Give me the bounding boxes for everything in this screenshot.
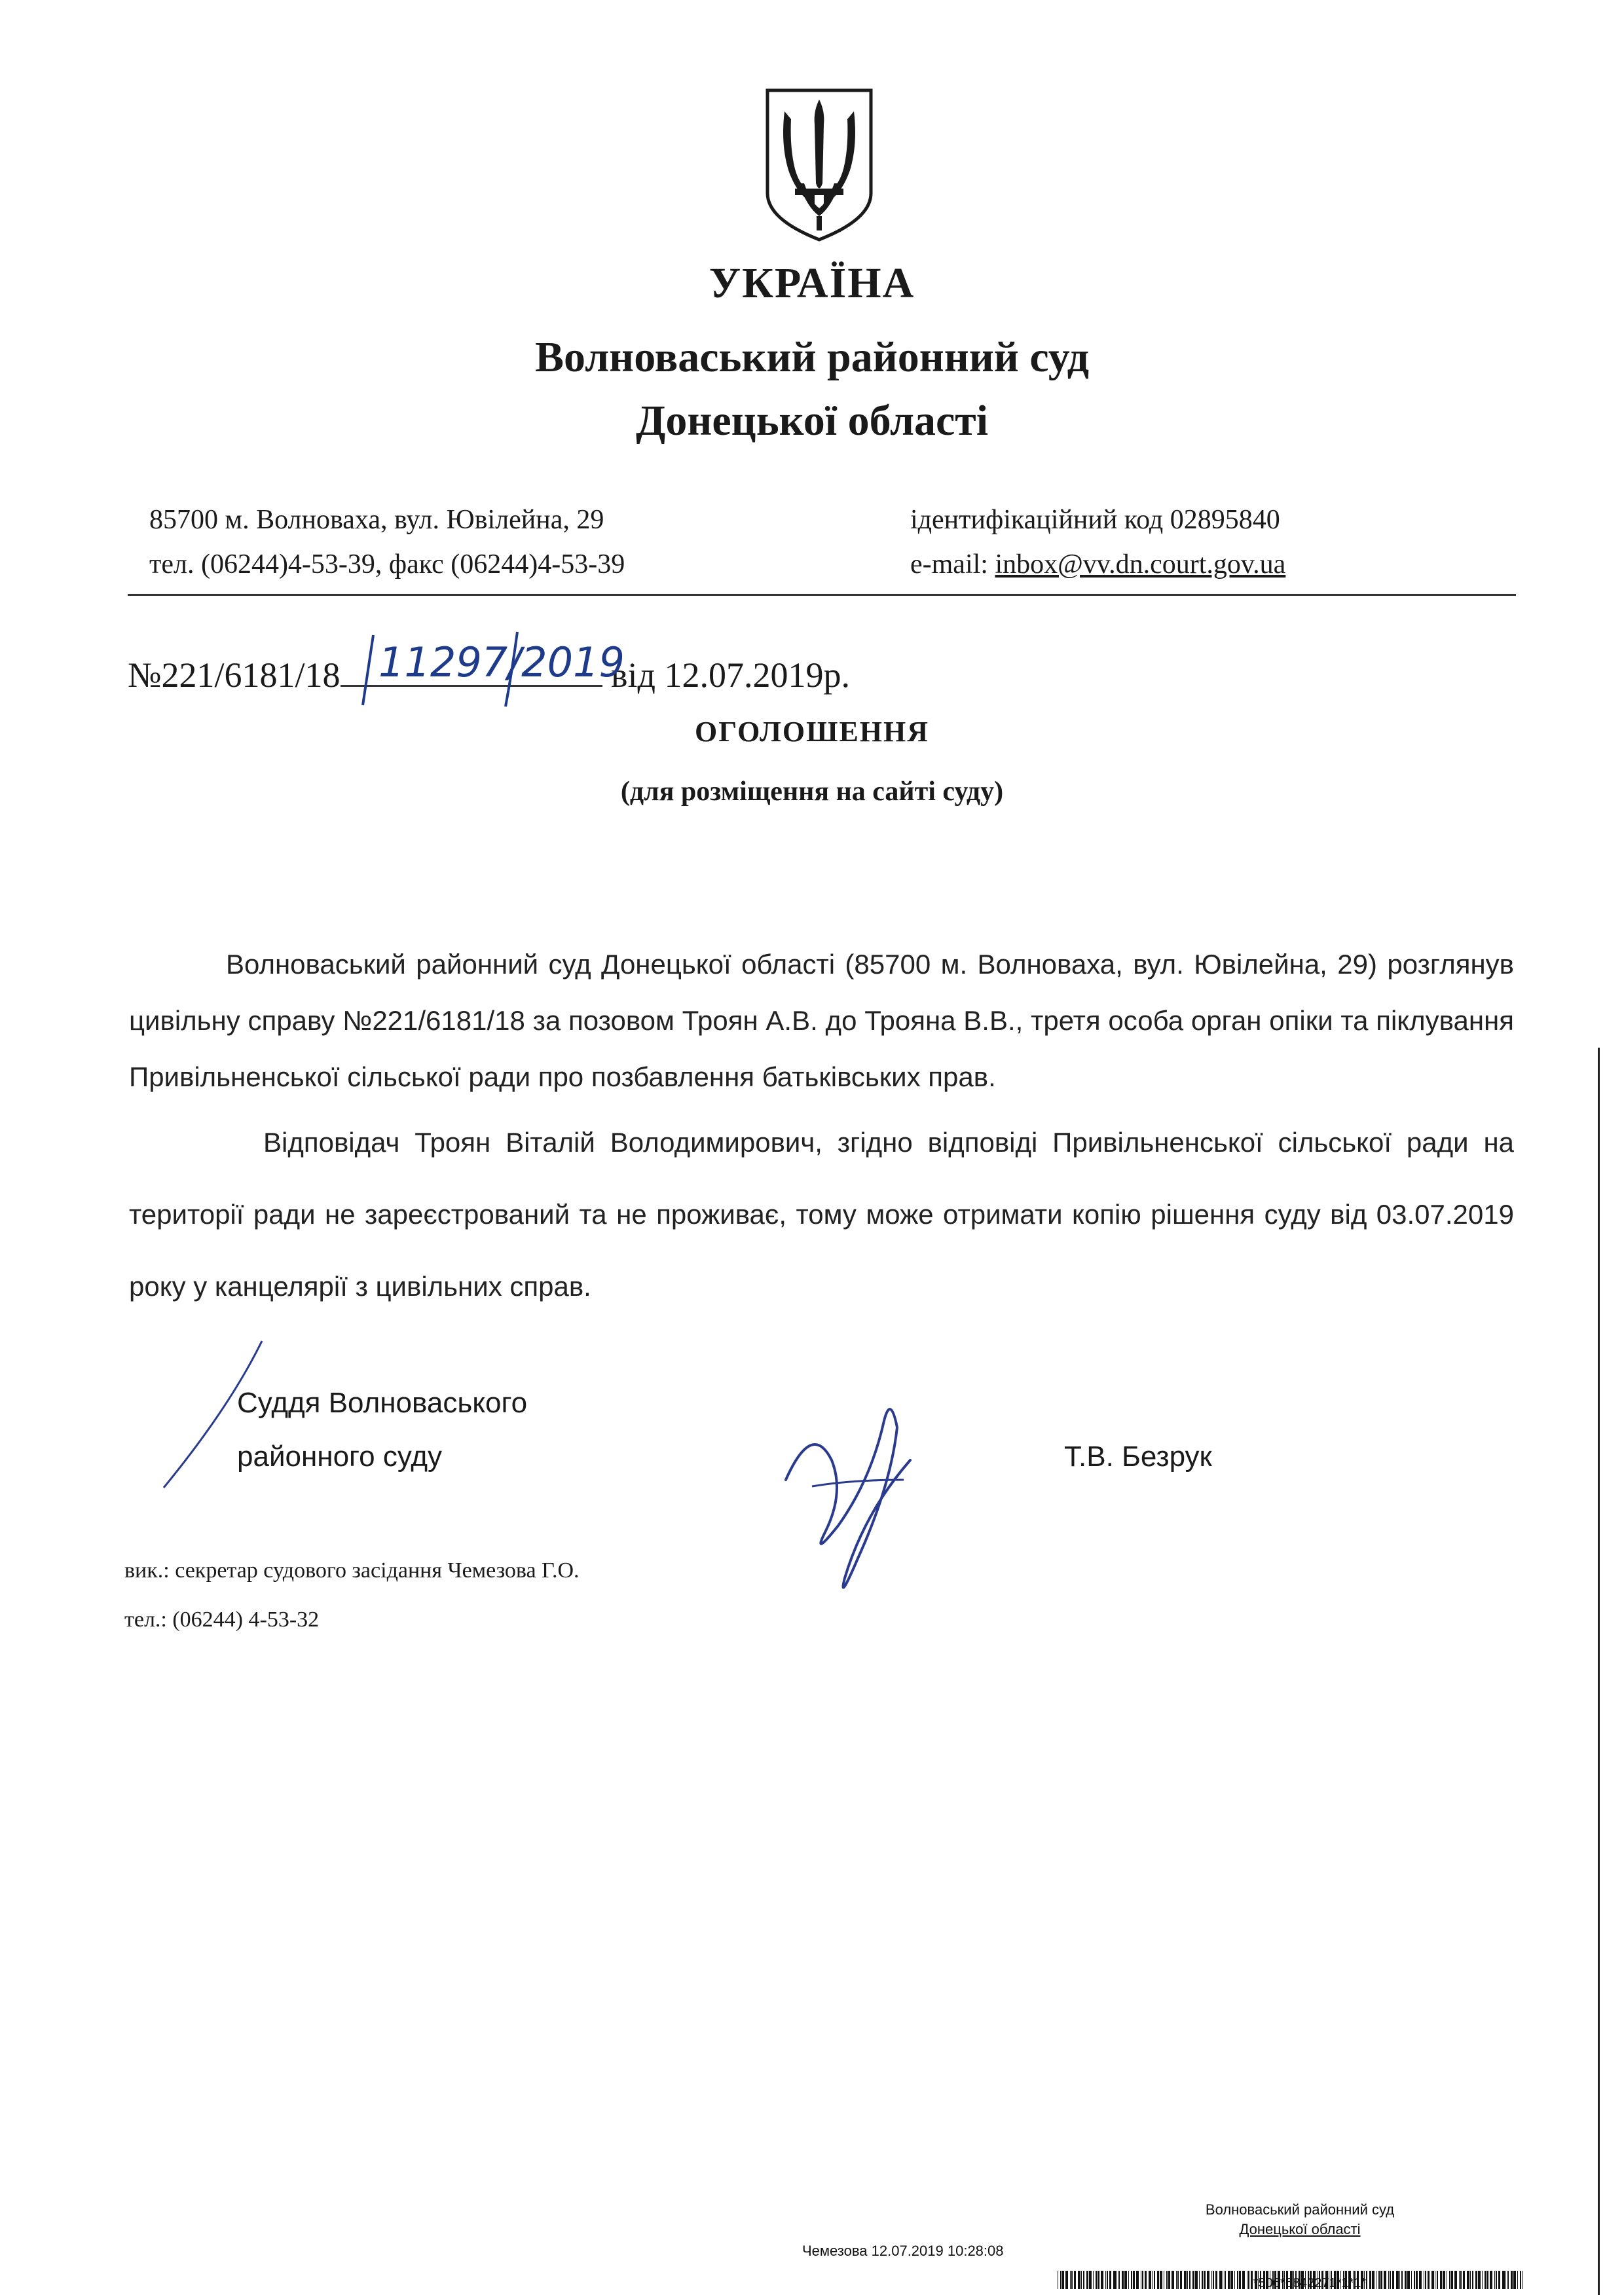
country-title: УКРАЇНА xyxy=(709,259,915,307)
barcode-bar xyxy=(1176,2271,1177,2289)
court-name-line2: Донецької області xyxy=(635,397,989,445)
barcode-bar xyxy=(1460,2271,1462,2289)
barcode-bar xyxy=(1507,2271,1509,2289)
barcode-bar xyxy=(1086,2271,1088,2289)
barcode-bar xyxy=(1485,2271,1486,2289)
paragraph-2-text: Відповідач Троян Віталій Володимирович, згідно відповіді Привільненської сільської ради на території ради не зареєстрований та не проживає, тому може отримати копію рішення суду від 03.07.2019 року у канцелярії з цивільних справ. xyxy=(129,1127,1514,1302)
barcode-bar xyxy=(1136,2271,1139,2289)
barcode-bar xyxy=(1124,2271,1127,2289)
id-code-line xyxy=(910,504,1280,536)
barcode-bar xyxy=(1105,2271,1106,2289)
handwritten-number-text: 11297/2019 xyxy=(378,638,625,686)
coat-of-arms-icon xyxy=(761,85,877,242)
barcode-bar xyxy=(1089,2271,1092,2289)
barcode-bar xyxy=(1145,2271,1147,2289)
barcode-bar xyxy=(1131,2271,1132,2289)
barcode-bar xyxy=(1472,2271,1473,2289)
handwritten-signature xyxy=(773,1382,930,1617)
barcode-bar xyxy=(1449,2271,1450,2289)
notice-title: ОГОЛОШЕННЯ xyxy=(694,716,930,748)
barcode-bar xyxy=(1109,2271,1111,2289)
barcode-bar xyxy=(1498,2271,1500,2289)
judge-position-line1: Суддя Волноваського xyxy=(237,1387,528,1419)
barcode-bar xyxy=(1443,2271,1445,2289)
barcode-bar xyxy=(1475,2271,1477,2289)
reference-date-prefix: від xyxy=(611,655,656,695)
barcode-bar xyxy=(1154,2271,1155,2289)
barcode-bar xyxy=(1081,2271,1082,2289)
stamp-operator-timestamp: Чемезова 12.07.2019 10:28:08 xyxy=(802,2243,1004,2259)
barcode-bar xyxy=(1142,2271,1143,2289)
barcode-bar xyxy=(1078,2271,1080,2289)
barcode-bar xyxy=(1451,2271,1453,2289)
executor-phone: тел.: (06244) 4-53-32 xyxy=(124,1607,320,1632)
barcode-bar xyxy=(1074,2271,1076,2289)
body-paragraph-2 xyxy=(129,1107,1514,1323)
barcode-bar xyxy=(1172,2271,1174,2289)
barcode-bar xyxy=(1454,2271,1457,2289)
barcode-bar xyxy=(1520,2271,1521,2289)
barcode-bar xyxy=(1149,2271,1151,2289)
barcode-bar xyxy=(1482,2271,1483,2289)
barcode-bar xyxy=(1128,2271,1129,2289)
barcode-bar xyxy=(1093,2271,1094,2289)
barcode-bar xyxy=(1494,2271,1495,2289)
barcode-bar xyxy=(1467,2271,1469,2289)
barcode-bar xyxy=(1101,2271,1103,2289)
barcode-bar xyxy=(1459,2271,1460,2289)
barcode-bar xyxy=(1160,2271,1162,2289)
executor-line: вик.: секретар судового засідання Чемезова Г.О. xyxy=(124,1558,580,1583)
barcode-bar xyxy=(1071,2271,1073,2289)
barcode-bar xyxy=(1168,2271,1170,2289)
header-divider xyxy=(128,594,1516,596)
email-label: e-mail: xyxy=(910,549,988,579)
barcode-bar xyxy=(1062,2271,1064,2289)
barcode-bar xyxy=(1470,2271,1471,2289)
barcode-bar xyxy=(1122,2271,1124,2289)
barcode-bar xyxy=(1463,2271,1465,2289)
barcode-bar xyxy=(1166,2271,1168,2289)
barcode-bar xyxy=(1517,2271,1518,2289)
barcode-bar xyxy=(1496,2271,1497,2289)
barcode-bar xyxy=(1490,2271,1492,2289)
paragraph-1-text: Волноваський районний суд Донецької області (85700 м. Волноваха, вул. Ювілейна, 29) розглянув цивільну справу №221/6181/18 за позовом Троян А.В. до Трояна В.В., третя особа орган опіки та піклування Привільненської сільської ради про позбавлення батьківських прав. xyxy=(129,949,1514,1092)
barcode-bar xyxy=(1096,2271,1097,2289)
barcode-bar xyxy=(1133,2271,1135,2289)
barcode-bar xyxy=(1070,2271,1071,2289)
id-code-label: ідентифікаційний код xyxy=(910,505,1164,535)
judge-name: Т.В. Безрук xyxy=(1064,1441,1212,1473)
barcode-bar xyxy=(1513,2271,1516,2289)
notice-subtitle: (для розміщення на сайті суду) xyxy=(620,777,1004,807)
barcode-bar xyxy=(1118,2271,1120,2289)
email-link[interactable]: inbox@vv.dn.court.gov.ua xyxy=(995,549,1286,579)
barcode-bar xyxy=(1505,2271,1506,2289)
barcode-bar xyxy=(1060,2271,1061,2289)
handwritten-registration-number xyxy=(354,625,668,710)
scan-edge-line xyxy=(1598,1048,1600,2295)
barcode-bar xyxy=(1065,2271,1068,2289)
barcode-bar xyxy=(1113,2271,1116,2289)
barcode-bar xyxy=(1511,2271,1513,2289)
id-code-value: 02895840 xyxy=(1170,505,1280,535)
barcode-bar xyxy=(1486,2271,1488,2289)
court-name-line1: Волноваський районний суд xyxy=(535,333,1089,381)
email-line xyxy=(910,549,1285,580)
barcode-bar xyxy=(1083,2271,1084,2289)
stamp-court-line2: Донецької області xyxy=(1239,2221,1361,2237)
barcode-bar xyxy=(1107,2271,1108,2289)
court-phones: тел. (06244)4-53-39, факс (06244)4-53-39 xyxy=(149,549,625,579)
court-address: 85700 м. Волноваха, вул. Ювілейна, 29 xyxy=(149,505,604,535)
barcode-bar xyxy=(1478,2271,1481,2289)
barcode-bar xyxy=(1116,2271,1117,2289)
reference-number: №221/6181/18 xyxy=(128,655,341,695)
reference-date: 12.07.2019р. xyxy=(664,655,851,695)
barcode-bar xyxy=(1098,2271,1099,2289)
barcode-bar xyxy=(1157,2271,1159,2289)
judge-position-line2: районного суду xyxy=(237,1441,443,1473)
barcode-text: *506*6842271*1*1* xyxy=(1253,2276,1367,2290)
barcode-bar xyxy=(1152,2271,1153,2289)
stamp-court-line1: Волноваський районний суд xyxy=(1205,2201,1395,2218)
body-paragraph-1 xyxy=(129,936,1514,1105)
barcode-bar xyxy=(1502,2271,1505,2289)
